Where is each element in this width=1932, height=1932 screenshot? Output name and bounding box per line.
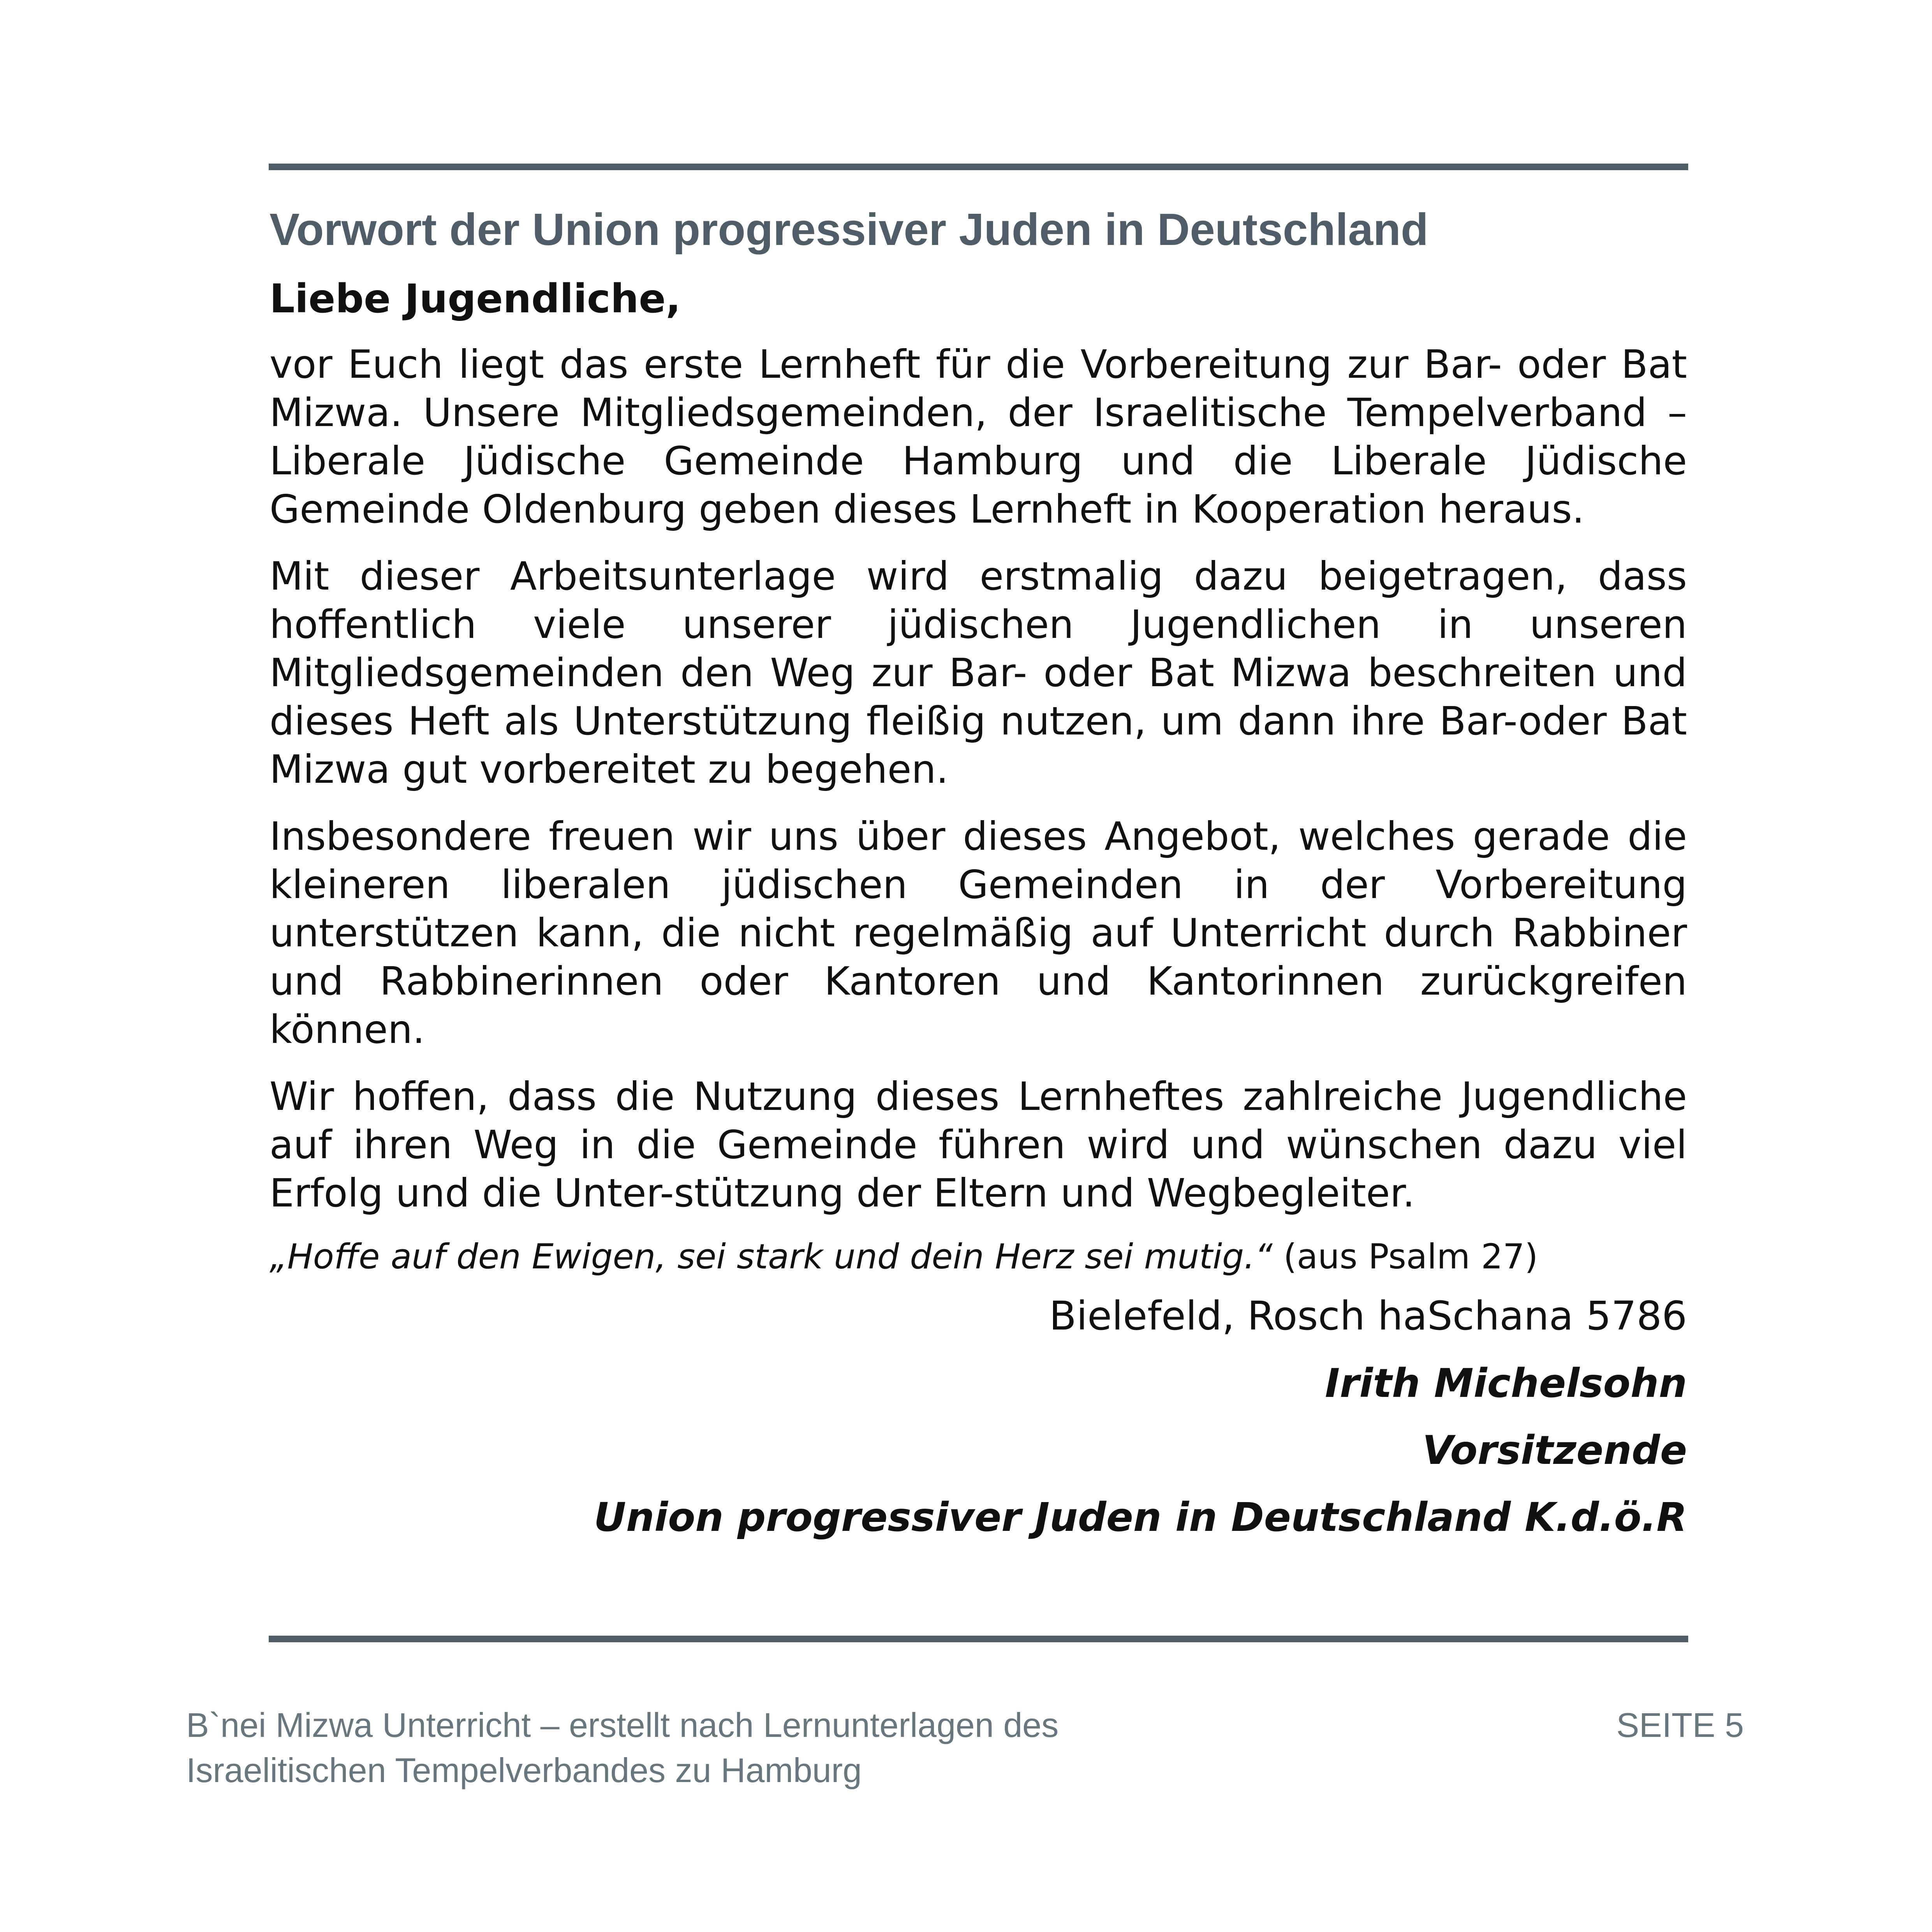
footer-line-1: B`nei Mizwa Unterricht – erstellt nach Lernunterlagen des bbox=[186, 1706, 1059, 1744]
psalm-quote bbox=[269, 1236, 1687, 1277]
paragraph-3: Insbesondere freuen wir uns über dieses Angebot, welches gerade die kleineren liberalen jüdischen Gemeinden in der Vorbereitung unterstützen kann, die nicht regelmäßig auf Unterricht durch Rabbiner und Rabbinerinnen oder Kantoren und Kantorinnen zurückgreifen können. bbox=[269, 813, 1687, 1052]
footer-description bbox=[186, 1703, 1432, 1793]
quote-text: „Hoffe auf den Ewigen, sei stark und dein Herz sei mutig.“ bbox=[269, 1236, 1273, 1277]
signature-name: Irith Michelsohn bbox=[1325, 1360, 1687, 1407]
signature-organization: Union progressiver Juden in Deutschland K.d.ö.R bbox=[594, 1494, 1687, 1541]
footer-line-2: Israelitischen Tempelverbandes zu Hamburg bbox=[186, 1751, 862, 1789]
document-body bbox=[269, 203, 1687, 1561]
page-number: SEITE 5 bbox=[1616, 1706, 1744, 1744]
paragraph-2: Mit dieser Arbeitsunterlage wird erstmalig dazu beigetragen, dass hoffentlich viele unserer jüdischen Jugendlichen in unseren Mitgliedsgemeinden den Weg zur Bar- oder Bat Mizwa beschreiten und dieses Heft als Unterstützung fleißig nutzen, um dann ihre Bar-oder Bat Mizwa gut vorbereitet zu begehen. bbox=[269, 553, 1687, 792]
salutation: Liebe Jugendliche, bbox=[269, 276, 681, 322]
bottom-divider bbox=[269, 1636, 1688, 1642]
quote-source: (aus Psalm 27) bbox=[1272, 1236, 1538, 1277]
paragraph-4: Wir hoffen, dass die Nutzung dieses Lernheftes zahlreiche Jugendliche auf ihren Weg in die Gemeinde führen wird und wünschen dazu viel Erfolg und die Unter-stützung der Eltern und Wegbegleiter. bbox=[269, 1073, 1687, 1216]
page-title: Vorwort der Union progressiver Juden in Deutschland bbox=[269, 204, 1428, 255]
signature-role: Vorsitzende bbox=[1422, 1427, 1687, 1474]
paragraph-1: vor Euch liegt das erste Lernheft für die Vorbereitung zur Bar- oder Bat Mizwa. Unsere Mitgliedsgemeinden, der Israelitische Tempelverband – Liberale Jüdische Gemeinde Hamburg und die Liberale Jüdische Gemeinde Oldenburg geben dieses Lernheft in Kooperation heraus. bbox=[269, 341, 1687, 532]
top-divider bbox=[269, 164, 1688, 170]
place-date: Bielefeld, Rosch haSchana 5786 bbox=[1049, 1293, 1687, 1340]
